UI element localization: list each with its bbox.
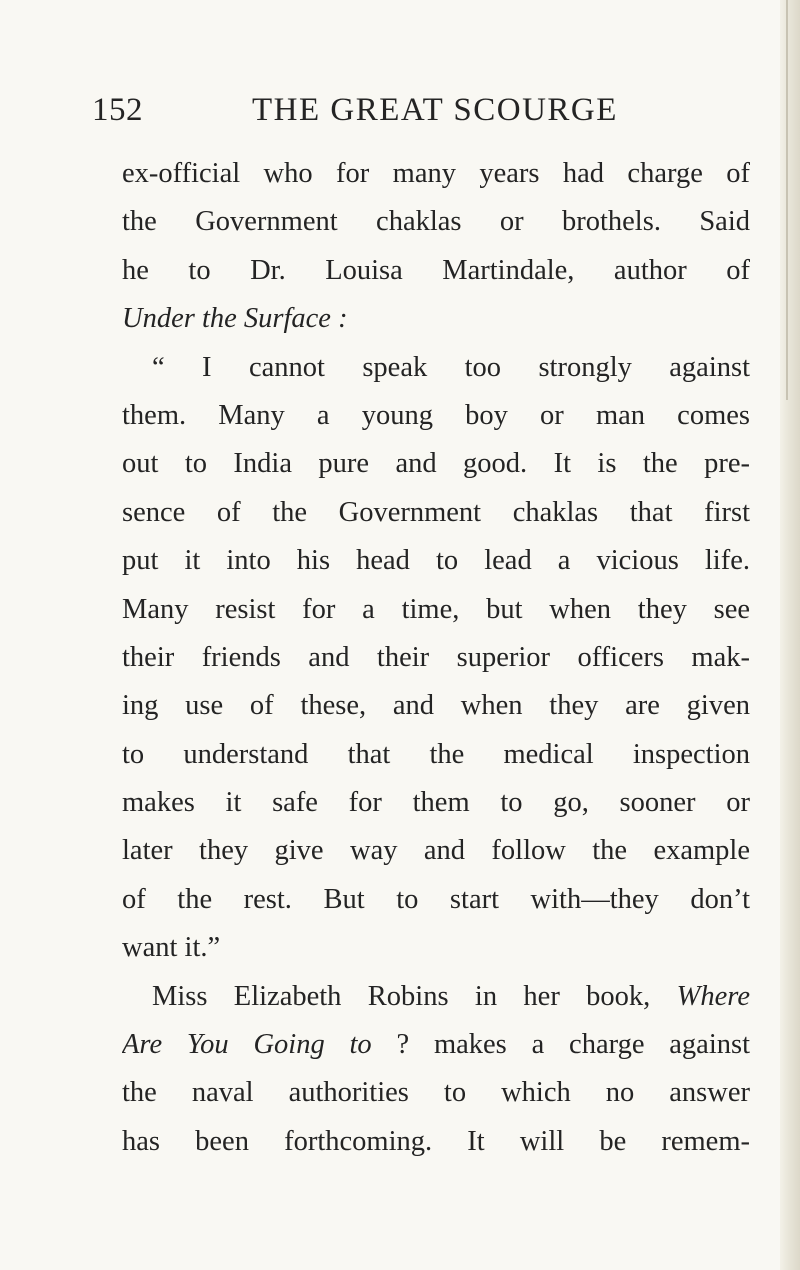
page-edge-line [786, 0, 788, 400]
running-head [92, 92, 692, 132]
text-line: of the rest. But to start with—they don’t [122, 883, 750, 915]
running-title: THE GREAT SCOURGE [252, 92, 618, 128]
book-title-italic: Are You Going to [122, 1029, 372, 1061]
text-line: the naval authorities to which no answer [122, 1077, 750, 1109]
text-line: the Government chaklas or brothels. Said [122, 206, 750, 238]
text-segment: ? makes a charge against [396, 1029, 750, 1061]
text-line [122, 1021, 750, 1069]
text-line: put it into his head to lead a vicious life. [122, 545, 750, 577]
text-line: later they give way and follow the example [122, 835, 750, 867]
text-line: out to India pure and good. It is the pre- [122, 448, 750, 480]
text-line [122, 973, 750, 1021]
page-gutter-shadow [780, 0, 800, 1270]
text-line: ex-official who for many years had charge of [122, 158, 750, 189]
text-line: their friends and their superior officers mak- [122, 641, 750, 673]
body-text [122, 150, 750, 1166]
text-line [122, 295, 750, 343]
text-line: want it.” [122, 932, 221, 964]
text-line: ing use of these, and when they are given [122, 690, 750, 722]
text-line: he to Dr. Louisa Martindale, author of [122, 254, 750, 286]
text-line: them. Many a young boy or man comes [122, 399, 750, 431]
book-title-italic: Under the Surface : [122, 303, 348, 335]
book-title-italic: Where [676, 980, 750, 1012]
text-line: Many resist for a time, but when they see [122, 593, 750, 625]
text-line: sence of the Government chaklas that first [122, 496, 750, 528]
text-line: has been forthcoming. It will be remem- [122, 1125, 750, 1157]
text-line: to understand that the medical inspection [122, 738, 750, 770]
text-line: makes it safe for them to go, sooner or [122, 787, 750, 819]
page-number: 152 [92, 92, 143, 128]
text-segment: Miss Elizabeth Robins in her book, [152, 980, 651, 1012]
text-line: “ I cannot speak too strongly against [152, 351, 750, 383]
